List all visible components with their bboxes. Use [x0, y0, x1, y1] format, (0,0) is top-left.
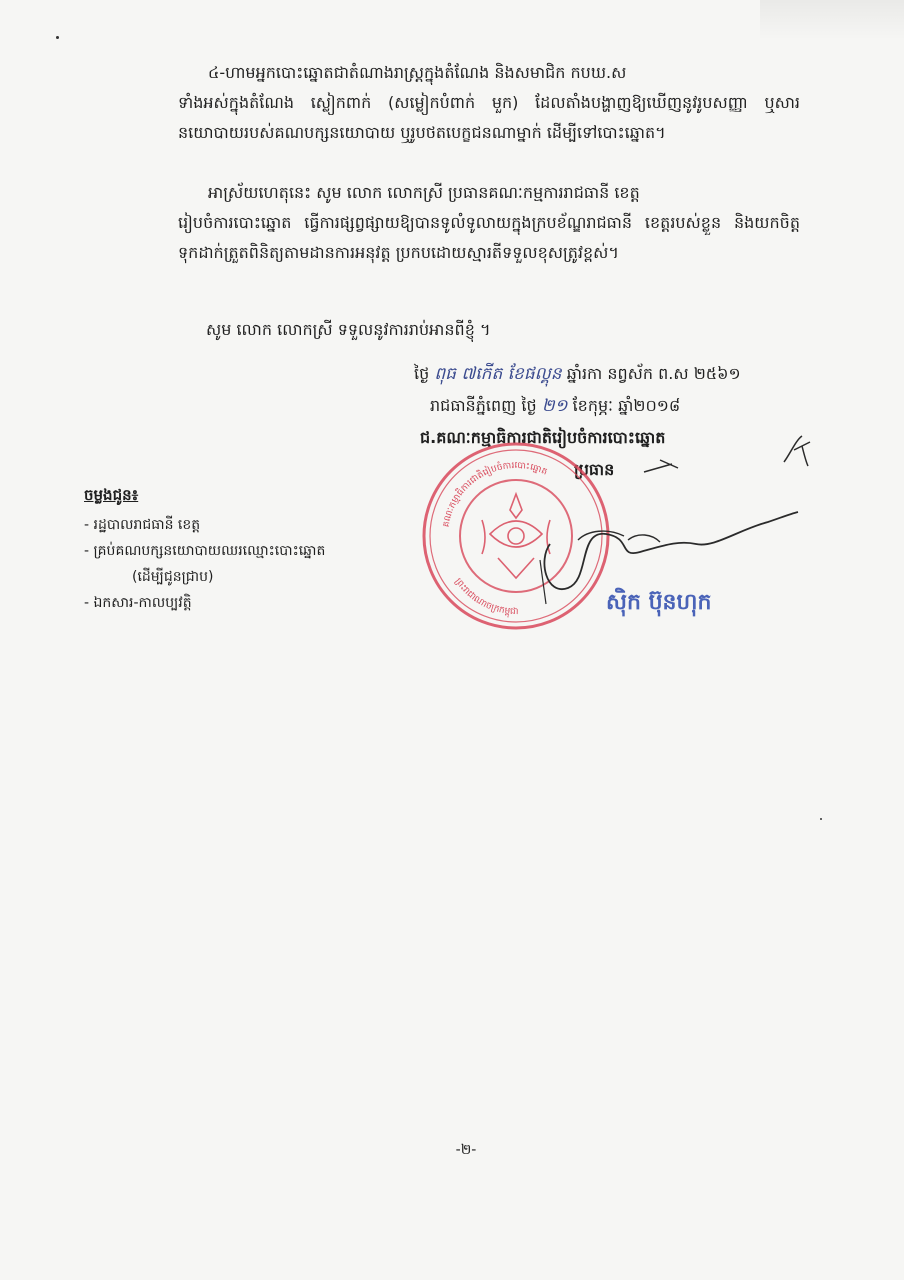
paper-speck — [56, 36, 59, 39]
signer-name: ស៊ិក ប៊ុនហុក — [606, 590, 712, 615]
solar-date-suffix: ខែកុម្ភៈ ឆ្នាំ២០១៨ — [572, 396, 681, 415]
lunar-date-handwritten: ពុធ ៧កើត ខែផល្គុន — [434, 364, 562, 384]
cc-item: - ឯកសារ-កាលប្បវត្តិ — [84, 595, 192, 611]
cc-title: ចម្លងជូន៖ — [84, 486, 139, 504]
cc-item: - រដ្ឋបាលរាជធានី ខេត្ត — [84, 517, 201, 533]
check-mark — [642, 458, 682, 482]
paper-speck — [820, 818, 822, 820]
paragraph-body: ទាំងអស់ក្នុងតំណែង ស្លៀកពាក់ (សម្លៀកបំពាក់ មួក) ដែលតាំងបង្ហាញឱ្យឃើញនូវរូបសញ្ញា ឬសារនយោបាយរបស់គណបក្សនយោបាយ ឬរូបថតបេក្ខជនណាម្នាក់ ដើម្បីទៅបោះឆ្នោត។ — [178, 93, 800, 142]
solar-date-prefix: រាជធានីភ្នំពេញ ថ្ងៃ — [430, 396, 537, 415]
paragraph-first-line: អាស្រ័យហេតុនេះ សូម លោក លោកស្រី ប្រធានគណៈកម្មការរាជធានី ខេត្ត — [208, 183, 640, 202]
cc-list — [84, 512, 325, 616]
cc-item: - គ្រប់គណបក្សនយោបាយឈរឈ្មោះបោះឆ្នោត — [84, 543, 326, 559]
paragraph-body: រៀបចំការបោះឆ្នោត ធ្វើការផ្សព្វផ្សាយឱ្យបានទូលំទូលាយក្នុងក្របខ័ណ្ឌរាជធានី ខេត្តរបស់ខ្លួន និងយកចិត្តទុកដាក់ត្រួតពិនិត្យតាមដានការអនុវត្ត ប្រកបដោយស្មារតីទទួលខុសត្រូវខ្ពស់។ — [178, 213, 800, 262]
paragraph-clothing-rule — [178, 58, 800, 148]
page-number: -២- — [455, 1142, 477, 1158]
signatory-role: ប្រធាន — [574, 460, 615, 479]
solar-date-handwritten: ២១ — [541, 396, 568, 416]
closing-salutation: សូម លោក លោកស្រី ទទួលនូវការរាប់អានពីខ្ញុំ ។ — [206, 320, 491, 339]
initial-mark — [780, 432, 820, 468]
lunar-date-line — [414, 362, 741, 386]
lunar-date-suffix: ឆ្នាំរកា នព្វស័ក ព.ស ២៥៦១ — [566, 364, 741, 383]
cc-item-note: (ដើម្បីជូនជ្រាប) — [132, 569, 214, 585]
lunar-date-prefix: ថ្ងៃ — [414, 364, 430, 383]
stamp-bottom-text: ព្រះរាជាណាចក្រកម្ពុជា — [452, 576, 519, 618]
paper-fold-shadow — [760, 0, 904, 40]
stamp-top-text: គណៈកម្មាធិការជាតិរៀបចំការបោះឆ្នោត — [441, 460, 549, 528]
paragraph-first-line: ៤-ហាមអ្នកបោះឆ្នោតជាតំណាងរាស្ត្រក្នុងតំណែង និងសមាជិក កបឃ.ស — [208, 63, 627, 82]
paragraph-instruction — [178, 178, 800, 268]
signatory-organization: ជ.គណៈកម្មាធិការជាតិរៀបចំការបោះឆ្នោត — [420, 428, 666, 447]
solar-date-line — [430, 394, 680, 418]
